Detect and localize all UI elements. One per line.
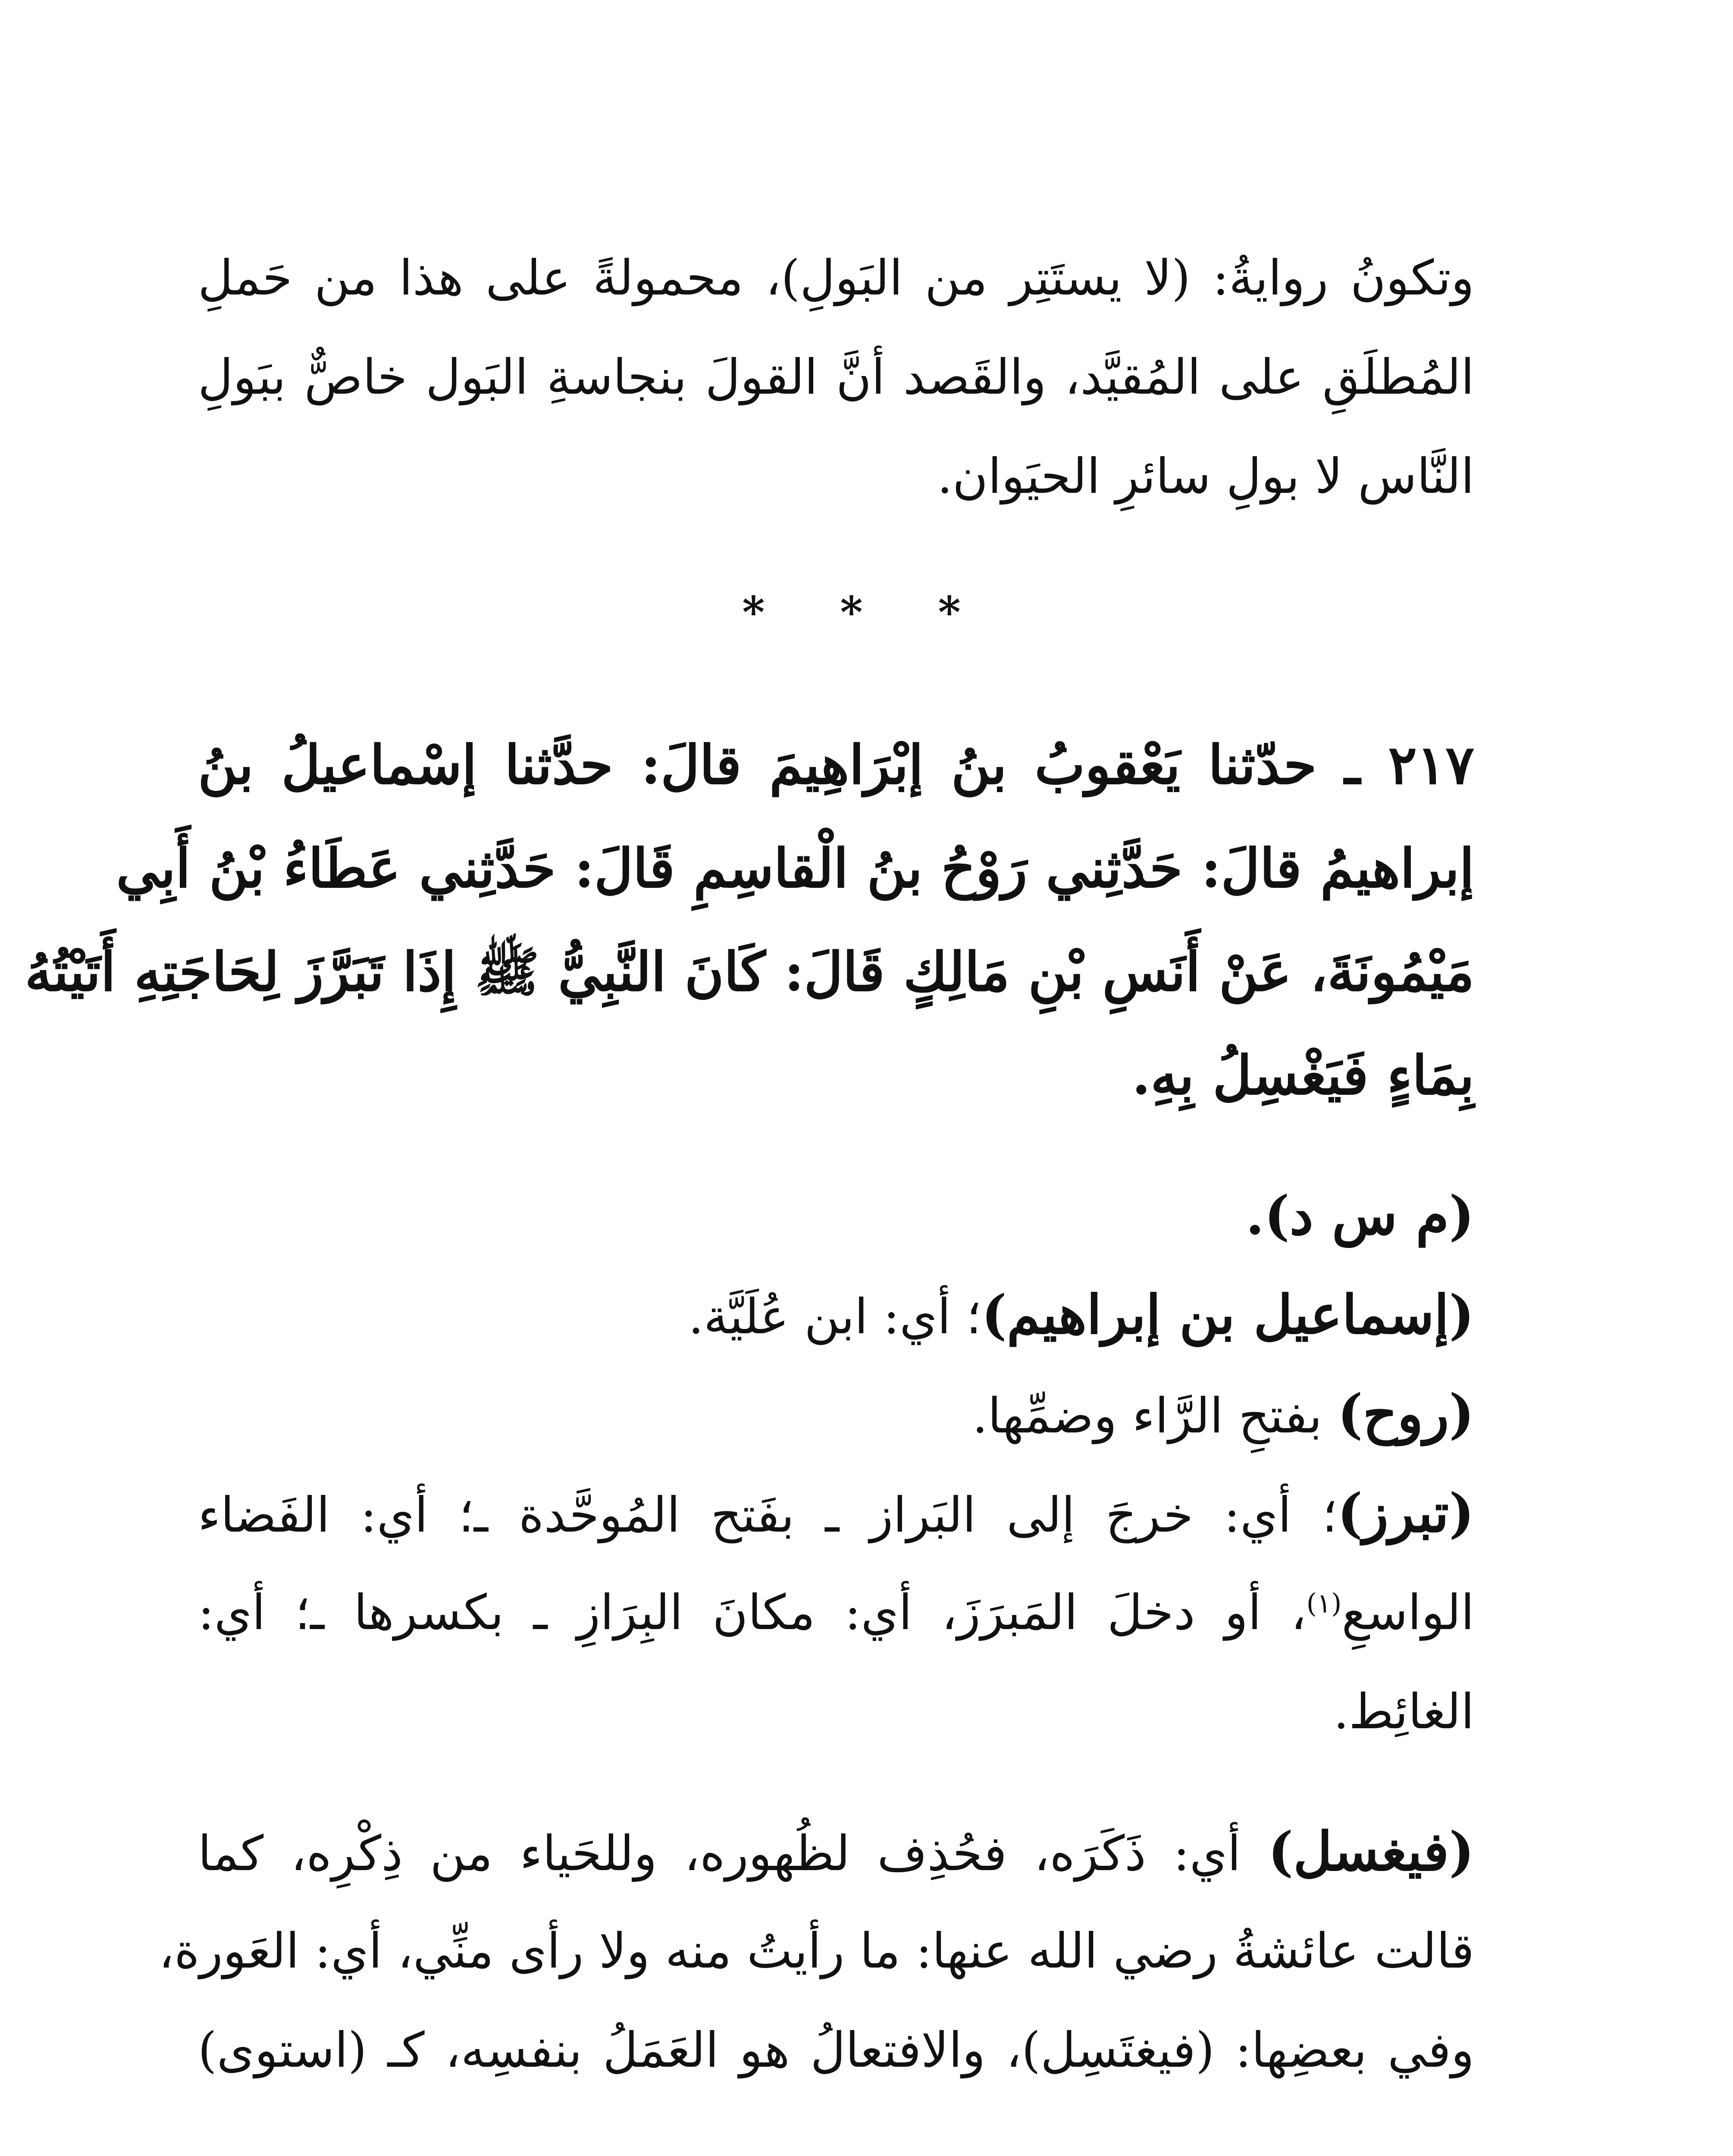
text-line: النَّاس لا بولِ سائرِ الحيَوان. (937, 448, 1474, 505)
hadith-line: ٢١٧ ـ حدّثنا يَعْقوبُ بنُ إبْرَاهِيمَ قالَ: حدَّثنا إسْماعيلُ بنُ (198, 734, 1474, 796)
text-line: المُطلَقِ على المُقيَّد، والقَصد أنَّ القولَ بنجاسةِ البَول خاصٌّ ببَولِ (198, 349, 1474, 405)
hadith-line: مَيْمُونَةَ، عَنْ أَنَسِ بْنِ مَالِكٍ قَالَ: كَانَ النَّبِيُّ ﷺ إِذَا تَبَرَّزَ لِحَاجَتِهِ أَتَيْتُهُ (25, 941, 1474, 1003)
commentary-line (198, 1365, 1474, 1464)
commentary-line (198, 1266, 1474, 1365)
commentary-line: قالت عائشةُ رضي الله عنها: ما رأيتُ منه ولا رأى منِّي، أي: العَورة، (158, 1923, 1474, 1979)
footnote-marker[interactable]: (١) (1306, 1587, 1342, 1619)
commentary-text: ؛ أي: ابن عُلَيَّة. (688, 1289, 982, 1345)
section-separator: * * * (742, 587, 991, 638)
commentary-term: (إسماعيل بن إبراهيم) (981, 1284, 1474, 1346)
hadith-line: إبراهيمُ قالَ: حَدَّثِني رَوْحُ بنُ الْقاسِمِ قَالَ: حَدَّثِني عَطَاءُ بْنُ أَبِي (116, 837, 1474, 900)
commentary-term: (فيغسل) (1268, 1821, 1474, 1883)
commentary-line (198, 1563, 1474, 1662)
commentary-line (198, 1464, 1474, 1563)
commentary-text: الواسعِ (1341, 1585, 1474, 1641)
commentary-line: وفي بعضِها: (فيغتَسِل)، والافتعالُ هو العَمَلُ بنفسِه، كـ (استوى) (198, 2022, 1474, 2078)
commentary-text: أي: ذَكَرَه، فحُذِف لظُهوره، وللحَياء من ذِكْرِه، كما (198, 1826, 1268, 1882)
commentary-line: الغائِط. (1333, 1684, 1474, 1740)
commentary-line (198, 1802, 1474, 1902)
commentary-text: ، أو دخلَ المَبرَزَ، أي: مكانَ البِرَازِ ـ بكسرها ـ؛ أي: (198, 1585, 1307, 1641)
hadith-line: بِمَاءٍ فَيَغْسِلُ بِهِ. (1132, 1044, 1474, 1107)
commentary-term: (تبرز) (1337, 1482, 1474, 1545)
text-line: وتكونُ روايةُ: (لا يستَتِر من البَولِ)، محمولةً على هذا من حَملِ (198, 250, 1474, 306)
commentary-line (198, 1166, 1474, 1266)
commentary-term: (م س د). (1245, 1185, 1474, 1247)
commentary-term: (روح) (1337, 1383, 1474, 1445)
commentary-text: بفتحِ الرَّاء وضمِّها. (972, 1388, 1338, 1444)
commentary-text: ؛ أي: خرجَ إلى البَراز ـ بفَتح المُوحَّدة ـ؛ أي: الفَضاء (198, 1487, 1338, 1543)
